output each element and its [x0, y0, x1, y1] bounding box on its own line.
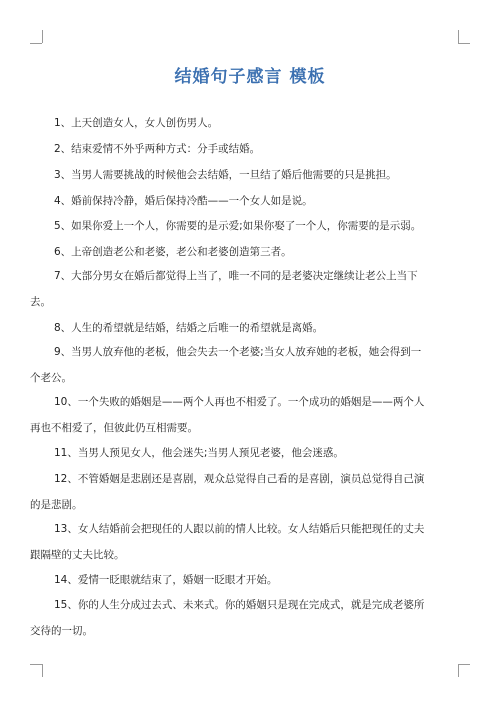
- crop-mark-bottom-left-h: [30, 664, 42, 665]
- item-line: 8、人生的希望就是结婚，结婚之后唯一的希望就是离婚。: [54, 322, 324, 334]
- crop-mark-top-left-h: [30, 43, 42, 44]
- item-line: 4、婚前保持冷静，婚后保持冷酷——一个女人如是说。: [54, 195, 313, 207]
- item-line: 去。: [30, 296, 51, 308]
- list-item: [30, 242, 470, 263]
- list-item: [30, 342, 470, 389]
- item-line: 跟隔壁的丈夫比较。: [30, 549, 125, 561]
- list-item: [30, 165, 470, 186]
- item-line: 的是悲剧。: [30, 499, 83, 511]
- crop-mark-top-right-v: [458, 30, 459, 43]
- item-line: 13、女人结婚前会把现任的人跟以前的情人比较。女人结婚后只能把现任的丈夫: [54, 523, 425, 535]
- item-line: 再也不相爱了，但彼此仍互相需要。: [30, 422, 198, 434]
- item-line: 1、上天创造女人，女人创伤男人。: [54, 117, 219, 129]
- crop-mark-bottom-right-h: [458, 664, 470, 665]
- item-line: 6、上帝创造老公和老婆，老公和老婆创造第三者。: [54, 246, 292, 258]
- list-item: [30, 443, 470, 464]
- crop-mark-top-right-h: [458, 43, 470, 44]
- list-item: [30, 519, 470, 566]
- item-line: 个老公。: [30, 372, 72, 384]
- crop-mark-bottom-left-v: [42, 664, 43, 677]
- crop-mark-bottom-right-v: [458, 664, 459, 677]
- item-line: 10、一个失败的婚姻是——两个人再也不相爱了。一个成功的婚姻是——两个人: [54, 396, 425, 408]
- item-line: 2、结束爱情不外乎两种方式：分手或结婚。: [54, 143, 261, 155]
- item-line: 3、当男人需要挑战的时候他会去结婚，一旦结了婚后他需要的只是挑担。: [54, 169, 397, 181]
- item-line: 12、不管婚姻是悲剧还是喜剧，观众总觉得自己看的是喜剧，演员总觉得自己演: [54, 473, 425, 485]
- item-line: 交待的一切。: [30, 625, 93, 637]
- list-item: [30, 392, 470, 439]
- list-item: [30, 266, 470, 313]
- list-item: [30, 570, 470, 591]
- list-item: [30, 469, 470, 516]
- list-item: [30, 216, 470, 237]
- document-title: 结婚句子感言 模板: [174, 67, 326, 87]
- list-item: [30, 191, 470, 212]
- list-item: [30, 139, 470, 160]
- list-item: [30, 113, 470, 134]
- crop-mark-top-left-v: [42, 30, 43, 43]
- item-line: 7、大部分男女在婚后都觉得上当了，唯一不同的是老婆决定继续让老公上当下: [54, 270, 418, 282]
- item-line: 11、当男人预见女人，他会迷失;当男人预见老婆，他会迷惑。: [54, 447, 344, 459]
- item-line: 5、如果你爱上一个人，你需要的是示爱;如果你娶了一个人，你需要的是示弱。: [54, 220, 422, 232]
- item-line: 14、爱情一眨眼就结束了，婚姻一眨眼才开始。: [54, 574, 278, 586]
- item-line: 9、当男人放弃他的老板，他会失去一个老婆;当女人放弃她的老板，她会得到一: [54, 346, 422, 358]
- item-line: 15、你的人生分成过去式、未来式。你的婚姻只是现在完成式，就是完成老婆所: [54, 599, 425, 611]
- list-item: [30, 318, 470, 339]
- list-item: [30, 595, 470, 642]
